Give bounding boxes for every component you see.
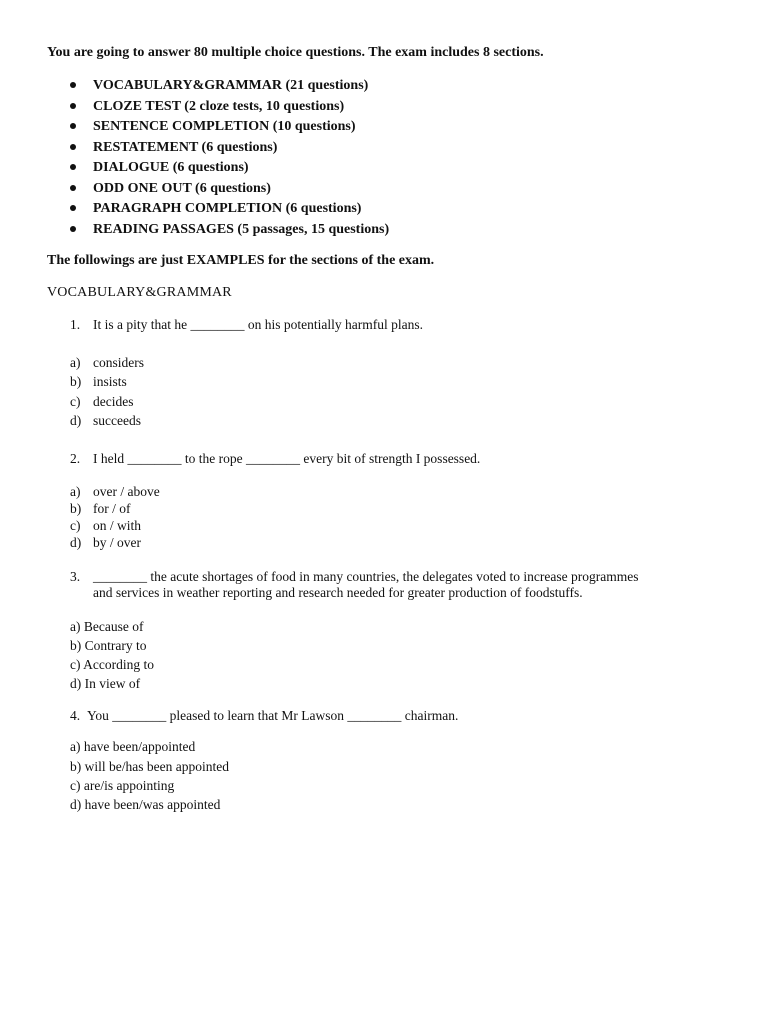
option-text: succeeds	[93, 413, 141, 428]
option-line: b) Contrary to	[70, 638, 147, 653]
bullet-icon	[70, 123, 76, 129]
question-text: I held ________ to the rope ________ every bit of strength I possessed.	[93, 451, 481, 466]
option-text: decides	[93, 394, 134, 409]
option-line: a) Because of	[70, 619, 144, 634]
section-item: VOCABULARY&GRAMMAR (21 questions)	[93, 78, 369, 93]
bullet-icon	[70, 185, 76, 191]
bullet-icon	[70, 144, 76, 150]
intro-text: You are going to answer 80 multiple choice questions. The exam includes 8 sections.	[47, 45, 544, 60]
option-text: for / of	[93, 501, 131, 516]
section-item: SENTENCE COMPLETION (10 questions)	[93, 119, 356, 134]
option-letter: d)	[70, 413, 82, 428]
option-text: considers	[93, 355, 144, 370]
section-item: ODD ONE OUT (6 questions)	[93, 181, 271, 196]
option-letter: a)	[70, 484, 81, 499]
question-number: 2.	[70, 451, 81, 466]
option-letter: d)	[70, 535, 82, 550]
question-number: 1.	[70, 317, 81, 332]
section-item: PARAGRAPH COMPLETION (6 questions)	[93, 201, 362, 216]
bullet-icon	[70, 226, 76, 232]
question-number: 4.	[70, 708, 81, 723]
option-letter: c)	[70, 394, 81, 409]
question-text: It is a pity that he ________ on his potentially harmful plans.	[93, 317, 423, 332]
option-line: a) have been/appointed	[70, 739, 196, 754]
bullet-icon	[70, 103, 76, 109]
section-item: DIALOGUE (6 questions)	[93, 160, 249, 175]
question-number: 3.	[70, 569, 81, 584]
examples-note: The followings are just EXAMPLES for the sections of the exam.	[47, 253, 435, 268]
option-text: insists	[93, 374, 127, 389]
option-text: by / over	[93, 535, 141, 550]
option-text: over / above	[93, 484, 160, 499]
bullet-icon	[70, 164, 76, 170]
option-line: d) In view of	[70, 676, 141, 691]
question-text: You ________ pleased to learn that Mr Lawson ________ chairman.	[87, 708, 459, 723]
option-line: d) have been/was appointed	[70, 797, 221, 812]
question-text-line-2: and services in weather reporting and research needed for greater production of foodstuffs.	[93, 585, 583, 600]
option-line: c) According to	[70, 657, 154, 672]
bullet-icon	[70, 82, 76, 88]
option-line: c) are/is appointing	[70, 778, 175, 793]
section-title: VOCABULARY&GRAMMAR	[47, 285, 232, 300]
section-item: READING PASSAGES (5 passages, 15 questions)	[93, 222, 390, 237]
option-letter: c)	[70, 518, 81, 533]
section-item: RESTATEMENT (6 questions)	[93, 140, 278, 155]
option-text: on / with	[93, 518, 142, 533]
bullet-icon	[70, 205, 76, 211]
question-text-line-1: ________ the acute shortages of food in many countries, the delegates voted to increase programmes	[93, 569, 639, 584]
option-line: b) will be/has been appointed	[70, 759, 229, 774]
option-letter: b)	[70, 374, 82, 389]
option-letter: b)	[70, 501, 82, 516]
section-item: CLOZE TEST (2 cloze tests, 10 questions)	[93, 99, 345, 114]
option-letter: a)	[70, 355, 81, 370]
